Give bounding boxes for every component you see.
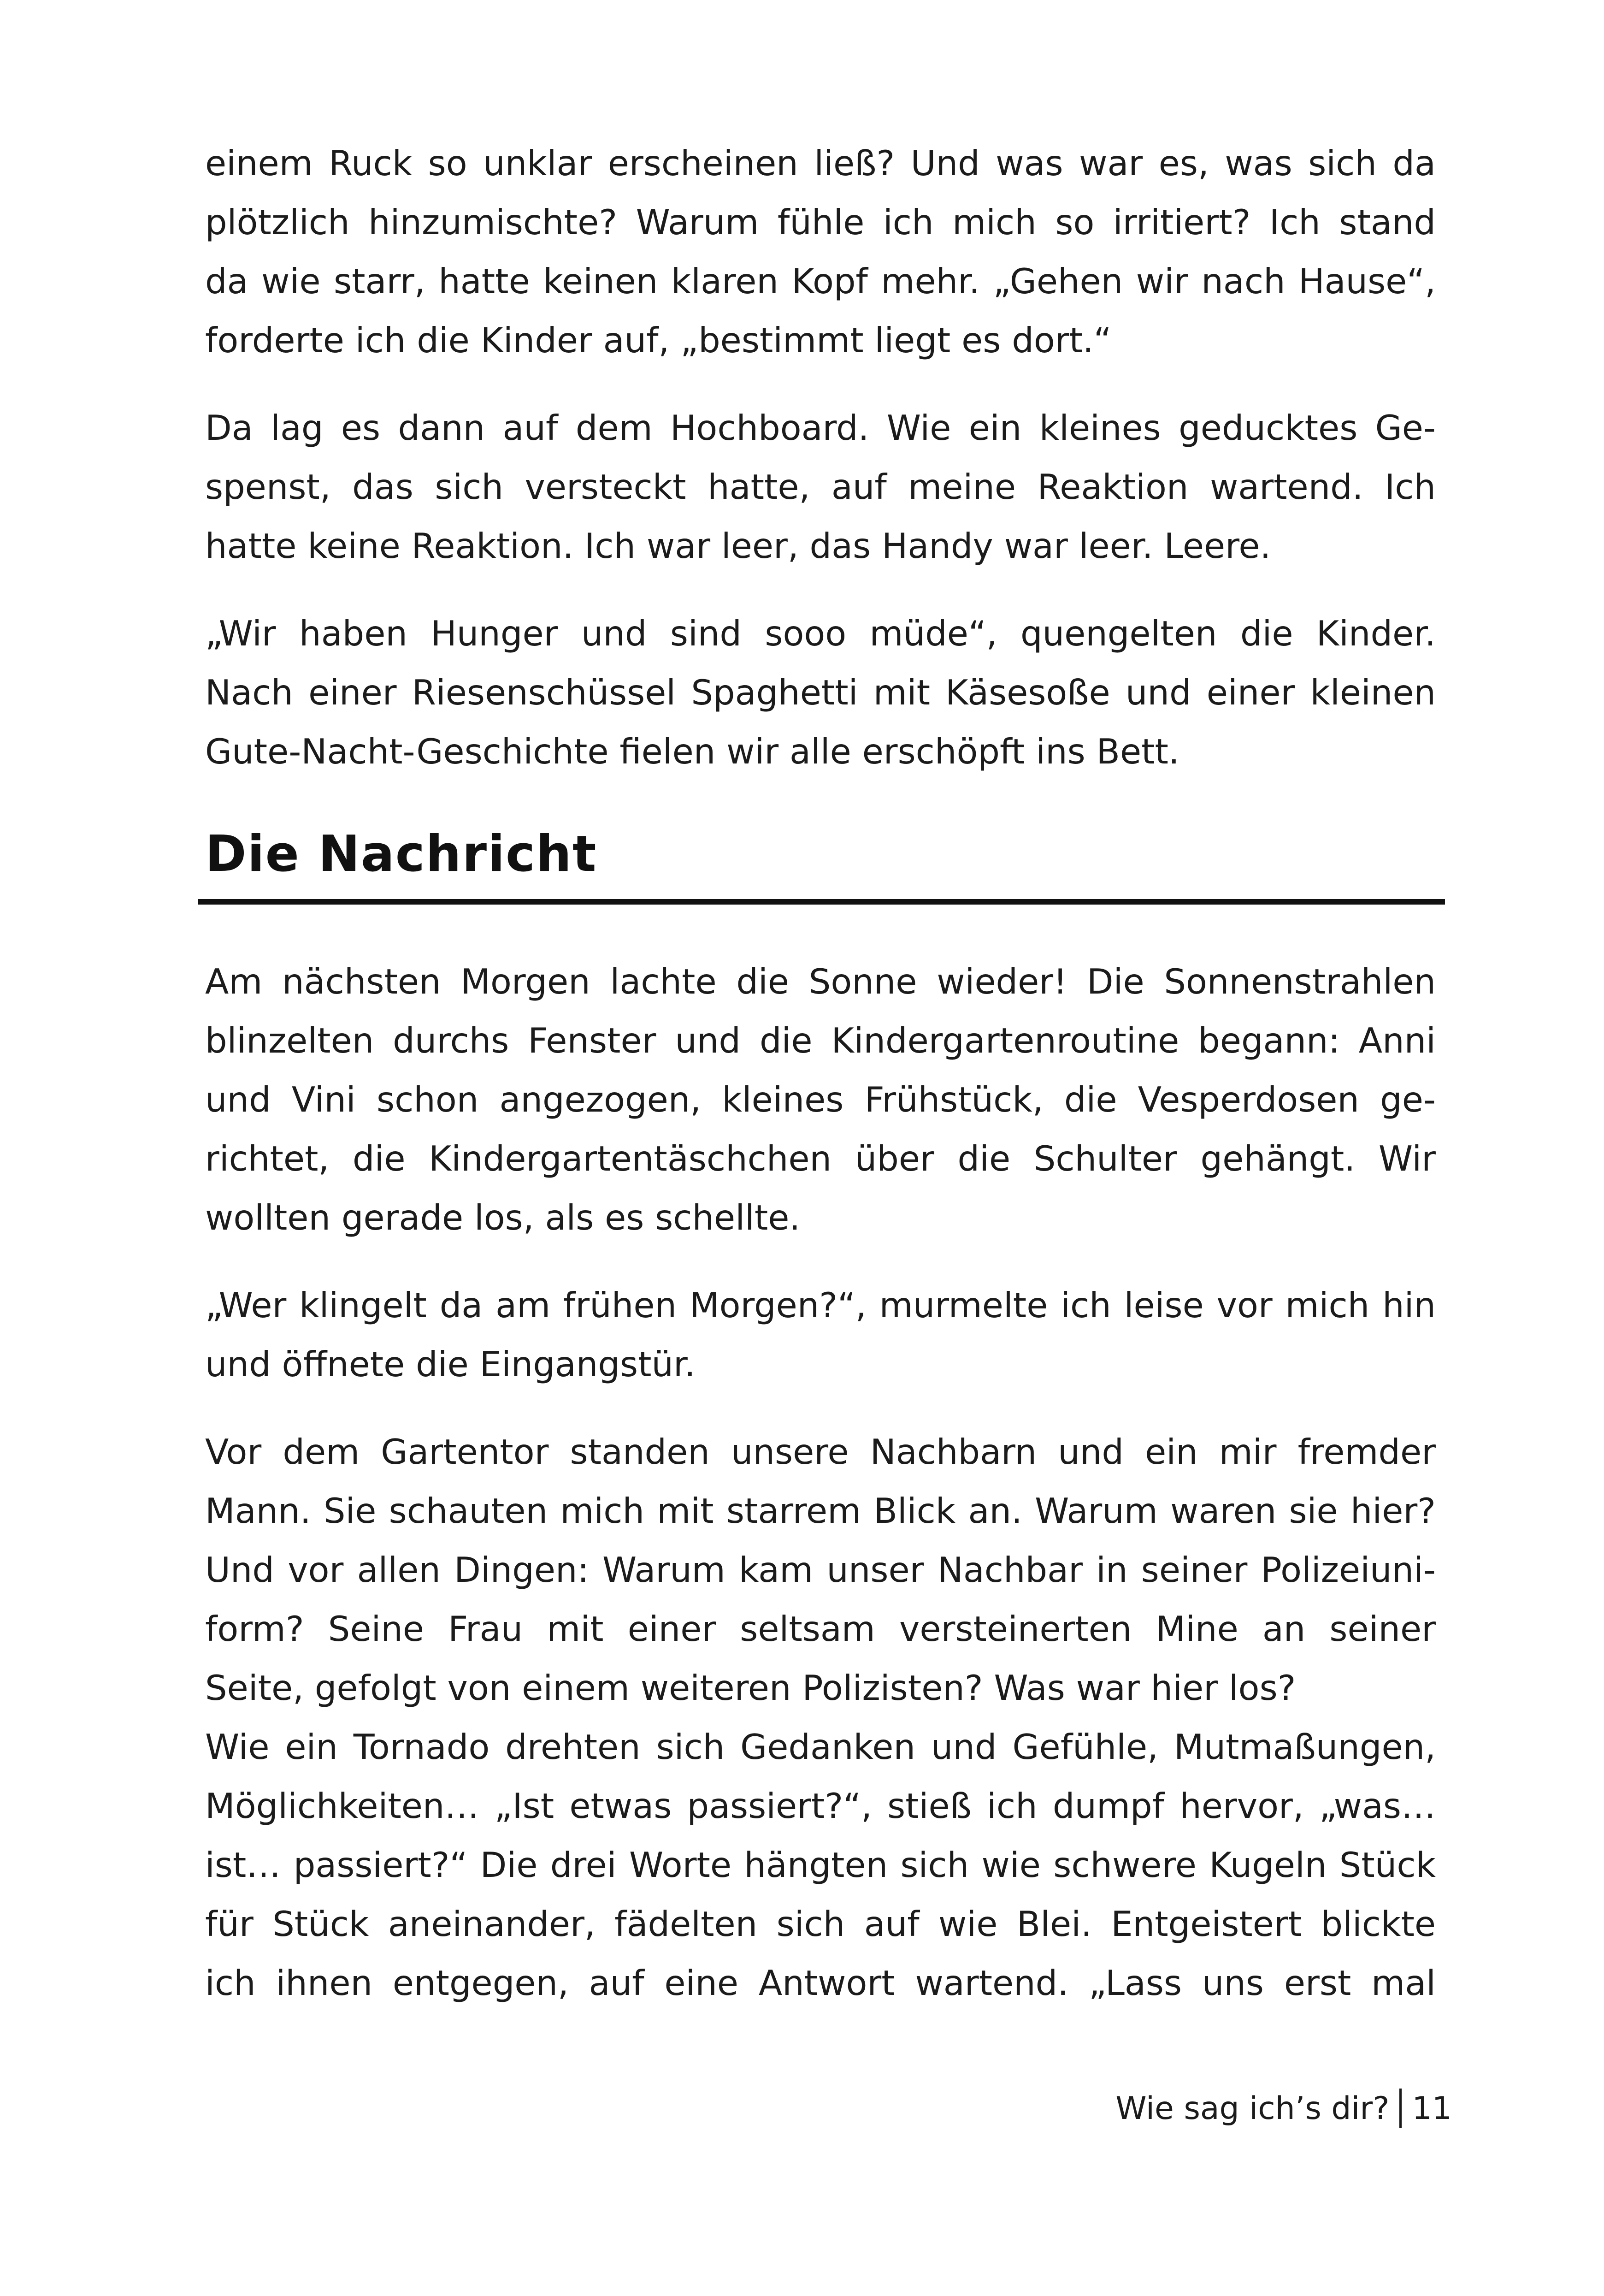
- text-line: für Stück aneinander, fädelten sich auf wie Blei. Entgeistert blickte: [205, 1904, 1436, 1944]
- text-line: Am nächsten Morgen lachte die Sonne wieder! Die Sonnenstrahlen: [205, 961, 1436, 1002]
- body-text-top: [205, 134, 1436, 781]
- paragraph: [205, 134, 1436, 370]
- text-line: form? Seine Frau mit einer seltsam versteinerten Mine an seiner: [205, 1609, 1436, 1649]
- text-line: Wie ein Tornado drehten sich Gedanken und Gefühle, Mutmaßungen,: [205, 1727, 1436, 1767]
- section-heading: Die Nachricht: [205, 825, 597, 883]
- text-line: Seite, gefolgt von einem weiteren Polizisten? Was war hier los?: [205, 1668, 1296, 1708]
- paragraph: [205, 1276, 1436, 1394]
- text-line: wollten gerade los, als es schellte.: [205, 1197, 801, 1238]
- book-title: Wie sag ich’s dir?: [1115, 2090, 1390, 2127]
- body-text-bottom: [205, 952, 1436, 2012]
- text-line: und öffnete die Eingangstür.: [205, 1344, 696, 1385]
- text-line: Möglichkeiten… „Ist etwas passiert?“, stieß ich dumpf hervor, „was…: [205, 1786, 1436, 1826]
- paragraph: [205, 952, 1436, 1247]
- text-line: Mann. Sie schauten mich mit starrem Blick an. Warum waren sie hier?: [205, 1491, 1436, 1531]
- heading-underline: [198, 899, 1445, 905]
- paragraph: [205, 1422, 1436, 2012]
- footer-divider: [1399, 2089, 1402, 2128]
- page-footer: [1115, 2089, 1452, 2128]
- text-line: einem Ruck so unklar erscheinen ließ? Und was war es, was sich da: [205, 143, 1436, 183]
- text-line: Da lag es dann auf dem Hochboard. Wie ein kleines geducktes Ge-: [205, 408, 1436, 448]
- text-line: Nach einer Riesenschüssel Spaghetti mit Käsesoße und einer kleinen: [205, 672, 1436, 713]
- text-line: ich ihnen entgegen, auf eine Antwort wartend. „Lass uns erst mal: [205, 1963, 1436, 2003]
- text-line: und Vini schon angezogen, kleines Frühstück, die Vesperdosen ge-: [205, 1079, 1436, 1120]
- page-number: 11: [1412, 2090, 1452, 2127]
- paragraph: [205, 604, 1436, 781]
- text-line: blinzelten durchs Fenster und die Kindergartenroutine begann: Anni: [205, 1020, 1436, 1061]
- text-line: Und vor allen Dingen: Warum kam unser Nachbar in seiner Polizeiuni-: [205, 1550, 1436, 1590]
- text-line: Vor dem Gartentor standen unsere Nachbarn und ein mir fremder: [205, 1432, 1436, 1472]
- text-line: plötzlich hinzumischte? Warum fühle ich mich so irritiert? Ich stand: [205, 202, 1436, 243]
- paragraph: [205, 398, 1436, 575]
- text-line: forderte ich die Kinder auf, „bestimmt liegt es dort.“: [205, 320, 1112, 361]
- text-line: spenst, das sich versteckt hatte, auf meine Reaktion wartend. Ich: [205, 467, 1436, 507]
- text-line: richtet, die Kindergartentäschchen über die Schulter gehängt. Wir: [205, 1138, 1436, 1179]
- text-line: hatte keine Reaktion. Ich war leer, das Handy war leer. Leere.: [205, 526, 1271, 566]
- text-line: ist… passiert?“ Die drei Worte hängten sich wie schwere Kugeln Stück: [205, 1845, 1436, 1885]
- text-line: „Wer klingelt da am frühen Morgen?“, murmelte ich leise vor mich hin: [205, 1285, 1436, 1326]
- text-line: „Wir haben Hunger und sind sooo müde“, quengelten die Kinder.: [205, 613, 1436, 654]
- text-line: da wie starr, hatte keinen klaren Kopf mehr. „Gehen wir nach Hause“,: [205, 261, 1436, 302]
- text-line: Gute-Nacht-Geschichte fielen wir alle erschöpft ins Bett.: [205, 731, 1179, 772]
